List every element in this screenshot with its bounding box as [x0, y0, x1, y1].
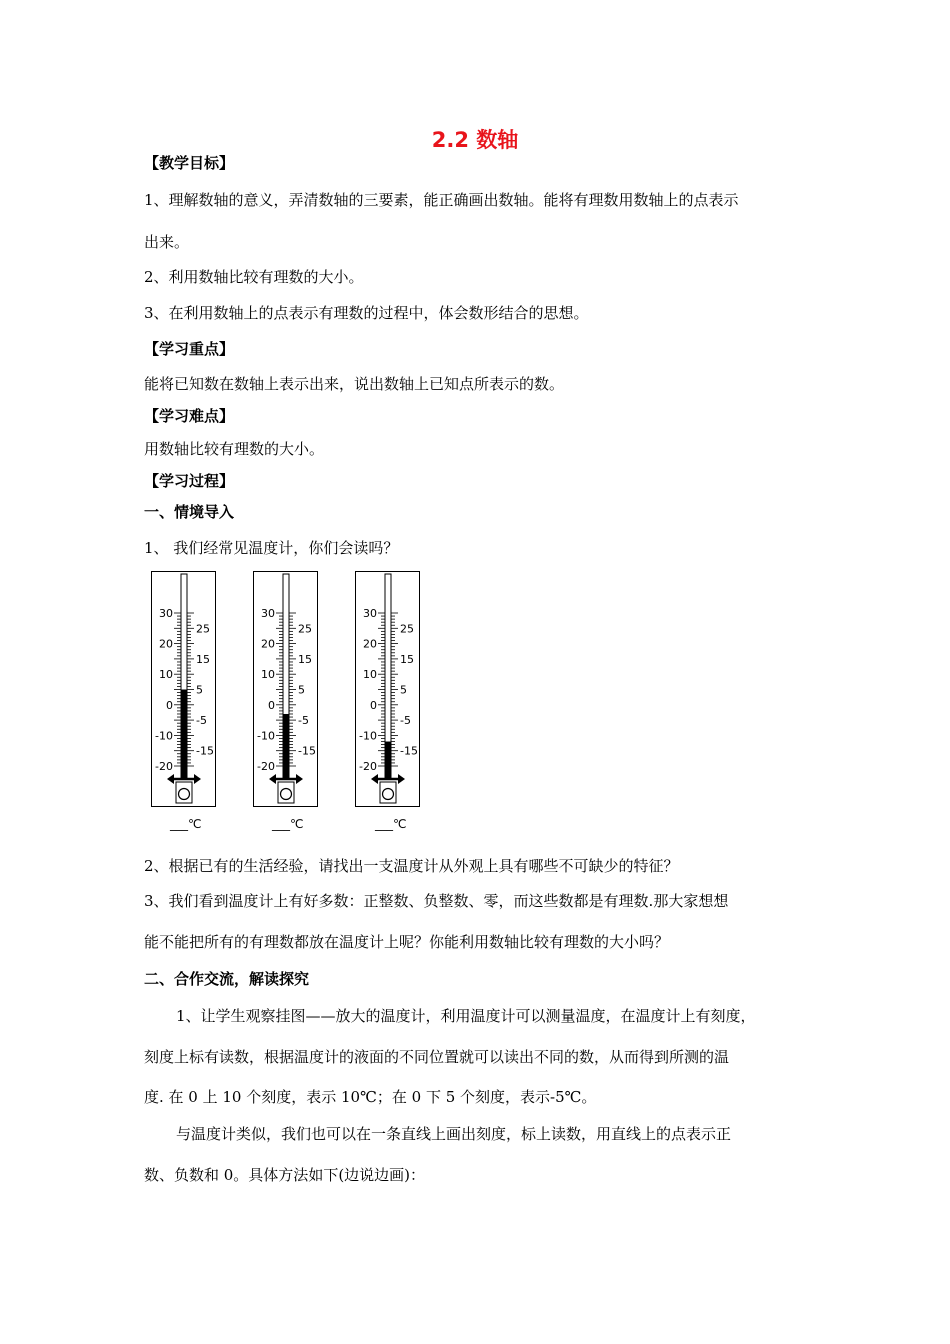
thermometer-1-reading: ___℃: [170, 817, 202, 831]
question-1: 1、 我们经常见温度计，你们会读吗？: [144, 539, 399, 557]
paragraph-1-line-2: 刻度上标有读数，根据温度计的液面的不同位置就可以读出不同的数，从而得到所测的温: [144, 1048, 730, 1066]
objectives-heading: 【教学目标】: [144, 154, 235, 172]
thermometer-3-reading: ___℃: [375, 817, 407, 831]
mercury-column: [283, 714, 289, 779]
scale-label-right: -15: [196, 744, 214, 758]
scale-label-left: 30: [159, 607, 173, 620]
thermometer-2-reading: ___℃: [272, 817, 304, 831]
difficulty-heading: 【学习难点】: [144, 407, 235, 425]
objective-1-line-2: 出来。: [144, 233, 190, 251]
scale-label-left: 0: [370, 698, 377, 712]
scale-label-right: 5: [400, 683, 407, 697]
scale-label-left: 20: [363, 637, 377, 651]
part-2-heading: 二、合作交流，解读探究: [144, 970, 310, 988]
process-heading: 【学习过程】: [144, 472, 235, 490]
scale-label-left: 10: [159, 668, 173, 682]
mercury-column: [181, 690, 187, 780]
scale-label-left: -20: [155, 760, 173, 773]
scale-label-left: -20: [359, 760, 377, 773]
scale-label-left: 0: [166, 698, 173, 712]
bulb-icon: [179, 789, 190, 800]
scale-label-left: 30: [261, 607, 275, 620]
scale-label-left: 10: [261, 668, 275, 682]
paragraph-2-line-1: 与温度计类似，我们也可以在一条直线上画出刻度，标上读数，用直线上的点表示正: [176, 1125, 732, 1143]
bulb-icon: [281, 789, 292, 800]
difficulty-text: 用数轴比较有理数的大小。: [144, 440, 325, 458]
thermometer-2: [253, 571, 319, 809]
thermometer-3: [355, 571, 421, 809]
scale-label-left: 20: [261, 637, 275, 651]
scale-label-left: 10: [363, 668, 377, 682]
objective-2: 2、利用数轴比较有理数的大小。: [144, 268, 364, 286]
objective-3: 3、在利用数轴上的点表示有理数的过程中，体会数形结合的思想。: [144, 304, 589, 322]
scale-label-left: -10: [155, 729, 173, 743]
scale-label-right: -15: [298, 744, 316, 758]
part-1-heading: 一、情境导入: [144, 503, 235, 521]
paragraph-2-line-2: 数、负数和 0。具体方法如下(边说边画)：: [144, 1166, 426, 1184]
scale-label-right: 25: [400, 622, 414, 636]
scale-label-left: -20: [257, 760, 275, 773]
scale-label-left: 0: [268, 698, 275, 712]
scale-label-right: -15: [400, 744, 418, 758]
question-2: 2、根据已有的生活经验，请找出一支温度计从外观上具有哪些不可缺少的特征？: [144, 857, 679, 875]
key-points-heading: 【学习重点】: [144, 340, 235, 358]
objective-1-line-1: 1、理解数轴的意义，弄清数轴的三要素，能正确画出数轴。能将有理数用数轴上的点表示: [144, 191, 739, 209]
scale-label-right: 15: [196, 652, 210, 666]
scale-label-left: 20: [159, 637, 173, 651]
scale-label-right: 15: [400, 652, 414, 666]
key-points-text: 能将已知数在数轴上表示出来，说出数轴上已知点所表示的数。: [144, 375, 565, 393]
page-title: 2.2 数轴: [431, 128, 519, 152]
scale-label-right: 15: [298, 652, 312, 666]
scale-label-left: -10: [359, 729, 377, 743]
scale-label-right: 25: [298, 622, 312, 636]
scale-label-left: -10: [257, 729, 275, 743]
paragraph-1-line-1: 1、让学生观察挂图——放大的温度计，利用温度计可以测量温度，在温度计上有刻度，: [176, 1007, 756, 1025]
paragraph-1-line-3: 度. 在 0 上 10 个刻度，表示 10℃；在 0 下 5 个刻度，表示-5℃。: [144, 1088, 597, 1106]
scale-label-right: 5: [298, 683, 305, 697]
scale-label-right: -5: [400, 714, 411, 728]
scale-label-left: 30: [363, 607, 377, 620]
thermometer-1: [151, 571, 217, 809]
scale-label-right: 25: [196, 622, 210, 636]
scale-label-right: -5: [196, 714, 207, 728]
mercury-column: [385, 742, 391, 779]
scale-label-right: -5: [298, 714, 309, 728]
question-3-line-1: 3、我们看到温度计上有好多数：正整数、负整数、零，而这些数都是有理数.那大家想想: [144, 892, 729, 910]
scale-label-right: 5: [196, 683, 203, 697]
bulb-icon: [383, 789, 394, 800]
question-3-line-2: 能不能把所有的有理数都放在温度计上呢？你能利用数轴比较有理数的大小吗？: [144, 933, 670, 951]
